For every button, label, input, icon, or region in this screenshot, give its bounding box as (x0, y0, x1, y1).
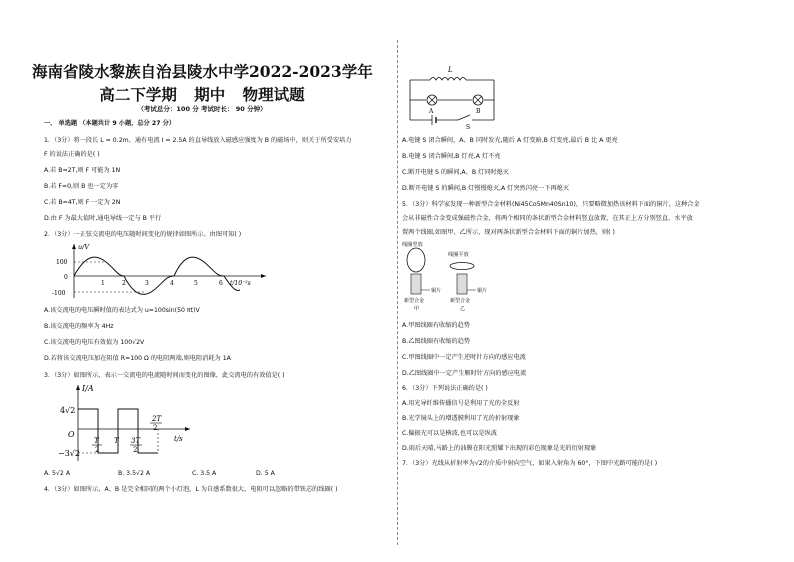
q2-option-b: B.该交流电的频率为 4Hz (44, 323, 114, 330)
q5-stem-cont: 会从非磁性合金变成强磁性合金，将两个相同的条状新型合金材料竖直放置，在其正上方分别竖直、水平放 (402, 215, 693, 222)
q1-stem: 1．（3分）将一段长 L = 0.2m、通有电流 I = 2.5A 的直导线放入磁感应强度为 B 的磁场中，则关于所受安培力 (44, 137, 352, 144)
q3-xtick: 3T (131, 437, 141, 445)
q4-option-a: A.电键 S 闭合瞬间，A、B 同时发光,随后 A 灯变暗,B 灯变亮,最后 B 比 A 更亮 (402, 137, 618, 144)
q3-option-a: A. 5√2 A (44, 470, 71, 477)
lamp-a-label: A (429, 108, 434, 115)
coil-horizontal-icon (450, 263, 474, 270)
q2-ytick-neg100: -100 (52, 290, 66, 297)
title-subject: 物理试题 (242, 85, 305, 104)
exam-meta: （考试总分：100 分 考试时长： 90 分钟） (137, 105, 267, 113)
q2-xtick: 6 (219, 280, 223, 287)
q6-option-c: C.偏振光可以是横波,也可以是纵波 (402, 430, 497, 437)
q3-ytick-bottom: −3√2 (58, 449, 80, 458)
column-divider (397, 40, 398, 545)
q3-xtick: T (114, 437, 119, 445)
copper-label-b: 铜片 (477, 288, 488, 294)
q3-xtick-denom: 2 (95, 446, 100, 454)
fig-b-label: 乙 (460, 306, 466, 312)
inductor-label: L (448, 66, 453, 74)
q2-option-a: A.该交流电的电压瞬时值的表达式为 u=100sin(50 πt)V (44, 307, 200, 314)
exam-title-line1: 海南省陵水黎族自治县陵水中学2022-2023学年 (32, 62, 373, 81)
alloy-a-label: 新型合金 (404, 298, 425, 304)
copper-label-a: 铜片 (431, 288, 442, 294)
q3-current-graph (58, 381, 198, 463)
q2-xtick: 5 (194, 280, 198, 287)
q5-option-c: C.甲图线圈中一定产生逆时针方向的感应电流 (402, 354, 526, 361)
q2-xtick: 2 (122, 280, 126, 287)
coil-vertical-label: 线圈竖放 (402, 242, 423, 248)
q2-option-d: D.若将该交流电压加在阻值 R=100 Ω 的电阻两端,则电阻消耗为 1A (44, 355, 231, 362)
lamp-b-label: B (476, 108, 481, 115)
q2-xtick: 4 (170, 280, 174, 287)
q3-xtick: T (94, 437, 99, 445)
q2-ytick-0: 0 (64, 274, 68, 281)
q3-origin: O (68, 430, 75, 439)
alloy-bar-b (457, 274, 467, 294)
coil-horizontal-label: 线圈平放 (448, 252, 469, 258)
q2-voltage-graph (44, 240, 274, 300)
q3-option-d: D. 5 A (256, 470, 275, 477)
q2-ytick-100: 100 (56, 259, 68, 266)
title-grade: 高二下学期 (99, 85, 177, 104)
q6-option-a: A.用光导纤维传播信号是利用了光的全反射 (402, 400, 520, 407)
q3-option-b: B. 3.5√2 A (118, 470, 151, 477)
q3-xtick-denom: 2 (153, 424, 158, 432)
q5-stem-cont2: 置两个线圈,如图甲、乙所示，现对两条状新型合金材料下面的铜片加热，则( ) (402, 229, 615, 236)
q4-option-c: C.断开电键 S 的瞬间,A、B 灯同时熄灭 (402, 169, 509, 176)
inductor-coil (430, 78, 466, 81)
coil-vertical-icon (407, 248, 425, 272)
q7-stem: 7．（3分）光线从折射率为√2的介质中射向空气，如果入射角为 60°，下图中光路可能的是( ) (402, 460, 658, 467)
q4-stem: 4．（3分）如图所示，A、B 是完全相同的两个小灯泡，L 为自感系数很大、电阻可以忽略的带铁芯的线圈( ) (44, 486, 338, 493)
q1-stem-cont: F 的说法正确的是( ) (44, 151, 100, 158)
section-heading: 一、 单选题 （本题共计 9 小题，总分 27 分） (44, 120, 176, 127)
q4-circuit (402, 62, 502, 130)
fig-a-label: 甲 (414, 306, 420, 312)
q5-option-a: A.甲图线圈有收缩的趋势 (402, 322, 470, 329)
q3-xtick: 2T (152, 415, 162, 423)
q5-option-b: B.乙图线圈有收缩的趋势 (402, 338, 471, 345)
exam-title-line2 (32, 83, 372, 105)
q3-option-c: C. 3.5 A (192, 470, 217, 477)
q2-ylabel: u/V (78, 243, 90, 251)
q6-option-b: B.光学镜头上的增透膜利用了光的折射现象 (402, 415, 520, 422)
alloy-b-label: 新型合金 (450, 298, 471, 304)
q3-ytick-top: 4√2 (60, 406, 76, 415)
alloy-bar-a (411, 274, 421, 294)
q3-ylabel: I/A (82, 384, 94, 393)
q2-xlabel: t/10⁻²s (230, 280, 251, 287)
q1-option-b: B.若 F=0,则 B 也一定为零 (44, 183, 119, 190)
title-term: 期中 (194, 85, 226, 104)
q6-stem: 6．（3分）下列说法正确的是( ) (402, 385, 488, 392)
switch-icon (458, 115, 470, 120)
switch-label: S (466, 124, 471, 130)
q6-option-d: D.雨后天晴,马路上的油膜在阳光照耀下出现的彩色现象是光的衍射现象 (402, 445, 597, 452)
q4-option-b: B.电键 S 闭合瞬间,B 灯亮,A 灯不亮 (402, 153, 501, 160)
q1-option-a: A.若 B=2T,则 F 可能为 1N (44, 167, 121, 174)
q3-stem: 3．（3分）如图所示，表示一交流电的电流随时间而变化的图像，此交流电的有效值是( ) (44, 372, 285, 379)
q1-option-d: D.由 F 为最大值时,通电导线一定与 B 平行 (44, 215, 162, 222)
q5-option-d: D.乙图线圈中一定产生顺时针方向的感应电流 (402, 370, 527, 377)
q3-xtick-denom: 2 (133, 446, 138, 454)
q3-xlabel: t/s (174, 435, 183, 443)
q5-figure (402, 238, 512, 316)
q4-option-d: D.断开电键 S 的瞬间,B 灯慢慢熄灭,A 灯突然闪亮一下再熄灭 (402, 185, 570, 192)
q2-option-c: C.该交流电的电压有效值为 100√2V (44, 339, 145, 346)
q2-stem: 2．（3分）一正弦交流电的电压随时间变化的规律如图所示。由图可知( ) (44, 231, 242, 238)
q1-option-c: C.若 B=4T,则 F 一定为 2N (44, 199, 121, 206)
q2-xtick: 1 (101, 280, 105, 287)
q5-stem: 5．（3分）科学家发现一种新型合金材料(Ni45Co5Mn40Sn10)，只要略微加热该材料下面的铜片，这种合金 (402, 201, 700, 208)
q2-xtick: 3 (145, 280, 149, 287)
